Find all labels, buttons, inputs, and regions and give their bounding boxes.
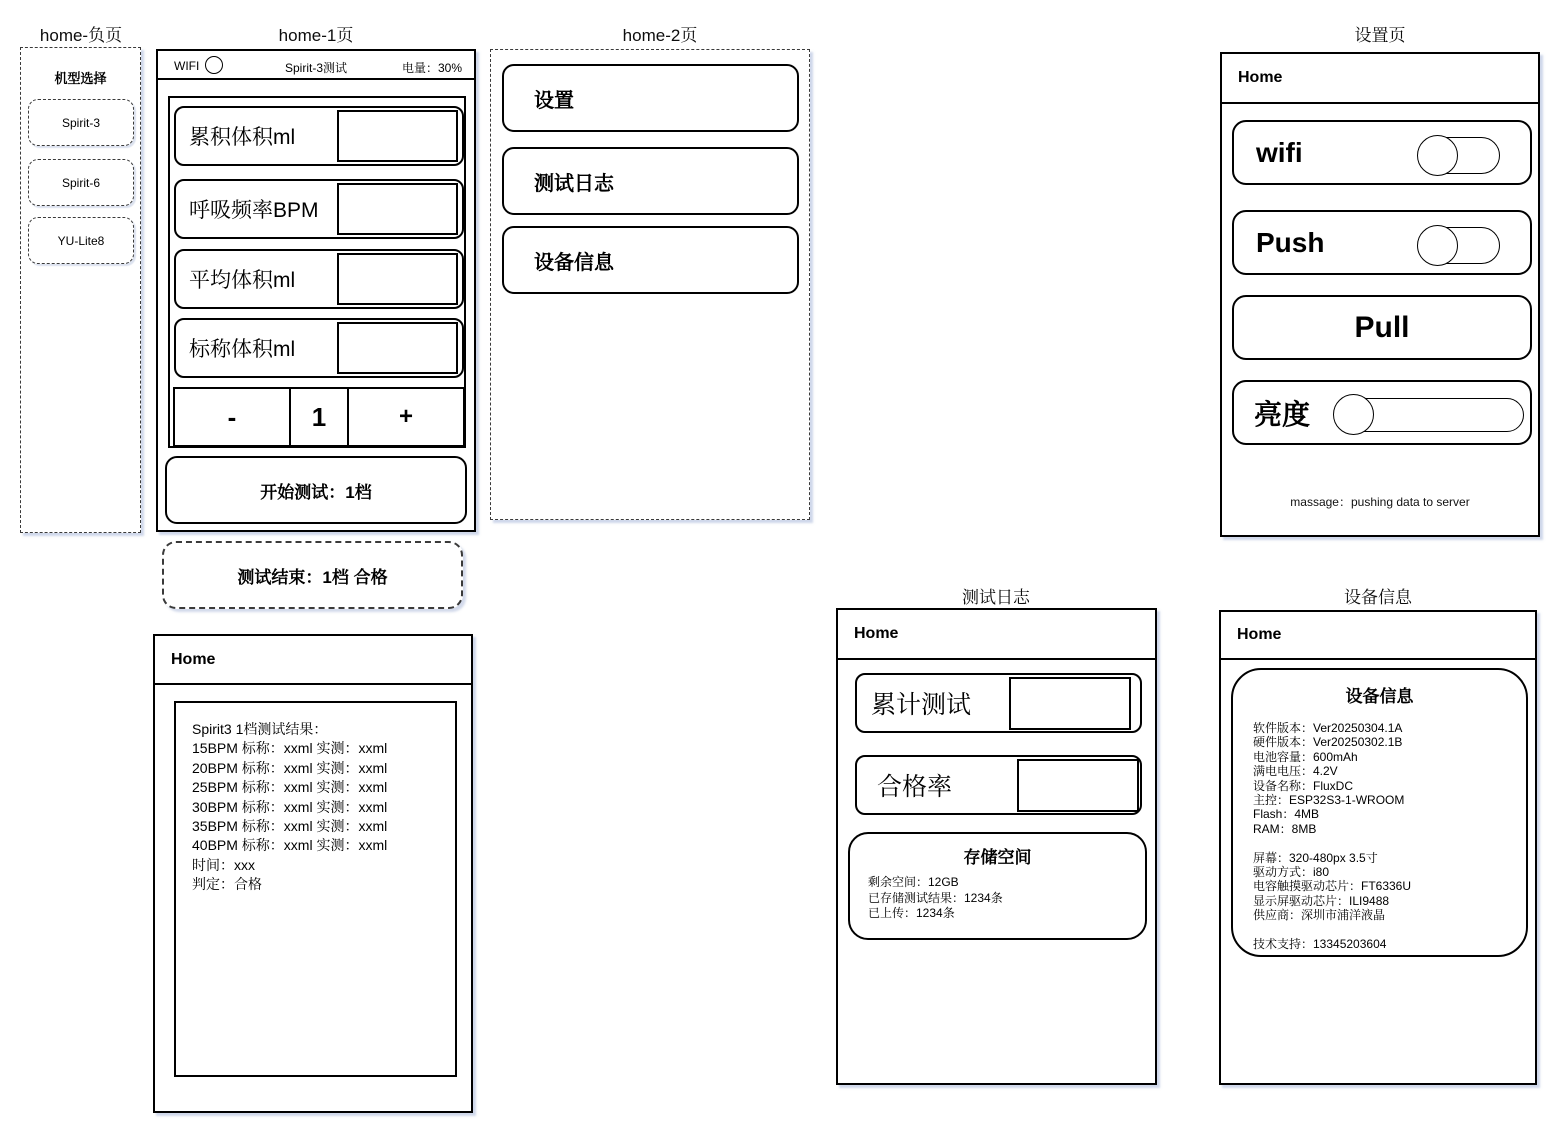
field-label: 累积体积ml <box>189 126 296 149</box>
home-nav-link[interactable]: Home <box>1221 612 1535 660</box>
push-setting-row <box>1232 210 1532 275</box>
menu-item-device-info[interactable] <box>502 226 799 294</box>
status-message: massage：pushing data to server <box>1290 495 1470 509</box>
pass-rate-label: 合格率 <box>877 773 953 801</box>
settings-screen <box>1220 52 1540 537</box>
stepper-increment-button[interactable]: + <box>398 403 413 430</box>
field-label: 平均体积ml <box>189 269 296 292</box>
deviceinfo-screen <box>1219 610 1537 1085</box>
pull-button-label: Pull <box>1354 311 1410 344</box>
storage-line: 已存储测试结果：1234条 <box>868 890 1003 905</box>
stepper-decrement-button[interactable]: - <box>175 389 291 445</box>
field-row-breath-rate <box>174 179 464 239</box>
model-button-label: Spirit-6 <box>61 175 100 190</box>
pull-button[interactable] <box>1232 295 1532 360</box>
field-row-average-volume <box>174 249 464 309</box>
storage-line: 剩余空间：12GB <box>868 875 959 889</box>
home1-screen <box>156 49 476 532</box>
total-tests-row <box>855 673 1142 733</box>
model-button-label: YU-Lite8 <box>57 233 105 248</box>
storage-card-body <box>868 875 1145 922</box>
result-line: 30BPM 标称：xxml 实测：xxml <box>192 798 388 815</box>
start-test-button[interactable]: 开始测试：1档 <box>165 456 467 524</box>
push-setting-label: Push <box>1256 226 1325 258</box>
result-line: 35BPM 标称：xxml 实测：xxml <box>192 818 388 835</box>
app-title: Spirit-3测试 <box>284 61 347 75</box>
model-select-header: 机型选择 <box>54 71 107 86</box>
storage-card-title: 存储空间 <box>963 848 1032 867</box>
cumulative-volume-input[interactable] <box>337 110 458 162</box>
wifi-label: WIFI <box>174 59 200 73</box>
model-button-label: Spirit-3 <box>61 115 100 130</box>
field-row-nominal-volume <box>174 318 464 378</box>
device-info-card <box>1231 668 1528 957</box>
menu-item-label: 设备信息 <box>534 251 614 274</box>
home-nav-link[interactable]: Home <box>838 610 1155 660</box>
wireframe-label-home-2page: home-2页 <box>622 26 698 45</box>
pass-rate-row <box>855 755 1142 815</box>
measurement-group <box>168 96 466 448</box>
device-info-line: 软件版本：Ver20250304.1A <box>1253 721 1403 735</box>
device-info-line: 技术支持：13345203604 <box>1253 937 1387 952</box>
toggle-knob[interactable] <box>1417 225 1458 266</box>
model-button-spirit6[interactable] <box>28 159 134 206</box>
gear-stepper <box>173 387 465 447</box>
wifi-setting-row <box>1232 120 1532 185</box>
result-line: 25BPM 标称：xxml 实测：xxml <box>192 779 388 796</box>
wireframe-label-home-1page: home-1页 <box>278 26 354 45</box>
test-finished-toast: 测试结束：1档 合格 <box>162 541 463 609</box>
wireframe-label-testlog-page: 测试日志 <box>962 588 1030 607</box>
wireframe-label-settings-page: 设置页 <box>1354 26 1406 45</box>
pass-rate-value-box[interactable] <box>1017 759 1139 812</box>
average-volume-input[interactable] <box>337 253 458 305</box>
device-info-card-body <box>1253 721 1526 951</box>
result-line: 判定：合格 <box>192 876 262 893</box>
field-label: 呼吸频率BPM <box>189 199 319 222</box>
menu-item-test-log[interactable] <box>502 147 799 215</box>
device-info-line <box>1253 836 1526 850</box>
device-info-line: 主控：ESP32S3-1-WROOM <box>1253 793 1405 808</box>
device-info-line: Flash：4MB <box>1253 807 1320 822</box>
result-line: 时间：xxx <box>192 856 255 873</box>
wifi-setting-label: wifi <box>1256 136 1303 168</box>
status-bar <box>158 51 474 80</box>
menu-item-settings[interactable] <box>502 64 799 132</box>
battery-level: 电量：30% <box>401 61 462 75</box>
storage-line: 已上传：1234条 <box>868 906 955 921</box>
device-info-line: 显示屏驱动芯片：ILI9488 <box>1253 893 1390 908</box>
storage-card <box>848 832 1147 940</box>
device-info-line: 电容触摸驱动芯片：FT6336U <box>1253 879 1412 894</box>
field-label: 标称体积ml <box>189 338 296 361</box>
field-row-cumulative-volume <box>174 106 464 166</box>
home-nav-link[interactable]: Home <box>1222 54 1538 104</box>
home-nav-link[interactable]: Home <box>155 636 471 685</box>
brightness-label: 亮度 <box>1254 398 1311 430</box>
model-button-spirit3[interactable] <box>28 99 134 146</box>
device-info-line: 屏幕：320-480px 3.5寸 <box>1253 850 1378 865</box>
result-textbox <box>174 701 457 1077</box>
device-info-card-title: 设备信息 <box>1345 687 1414 706</box>
device-info-line <box>1253 923 1526 937</box>
nominal-volume-input[interactable] <box>337 322 458 374</box>
device-info-line: 设备名称：FluxDC <box>1253 778 1354 793</box>
stepper-value: 1 <box>291 389 349 445</box>
device-info-line: 电池容量：600mAh <box>1253 749 1358 764</box>
device-info-line: 硬件版本：Ver20250302.1B <box>1253 735 1403 750</box>
result-line: 40BPM 标称：xxml 实测：xxml <box>192 837 388 854</box>
brightness-setting-row <box>1232 380 1532 445</box>
breath-rate-input[interactable] <box>337 183 458 235</box>
wireframe-label-home-negpage: home-负页 <box>39 26 123 45</box>
total-tests-value-box[interactable] <box>1009 677 1131 730</box>
device-info-line: RAM：8MB <box>1253 821 1317 836</box>
wireframe-label-device-page: 设备信息 <box>1344 588 1412 607</box>
model-button-yulite8[interactable] <box>28 217 134 264</box>
home2-screen <box>490 49 810 520</box>
menu-item-label: 设置 <box>534 89 574 112</box>
model-select-panel <box>20 47 141 533</box>
result-line: 20BPM 标称：xxml 实测：xxml <box>192 759 388 776</box>
result-line: Spirit3 1档测试结果： <box>192 721 328 737</box>
menu-item-label: 测试日志 <box>534 172 614 195</box>
device-info-line: 供应商：深圳市浦洋液晶 <box>1253 908 1386 923</box>
testlog-screen <box>836 608 1157 1085</box>
device-info-line: 驱动方式：i80 <box>1253 865 1330 880</box>
device-info-line: 满电电压：4.2V <box>1253 764 1338 779</box>
result-line: 15BPM 标称：xxml 实测：xxml <box>192 740 388 757</box>
total-tests-label: 累计测试 <box>871 691 972 719</box>
result-screen <box>153 634 473 1113</box>
slider-knob[interactable] <box>1333 394 1374 435</box>
toggle-knob[interactable] <box>1417 135 1458 176</box>
